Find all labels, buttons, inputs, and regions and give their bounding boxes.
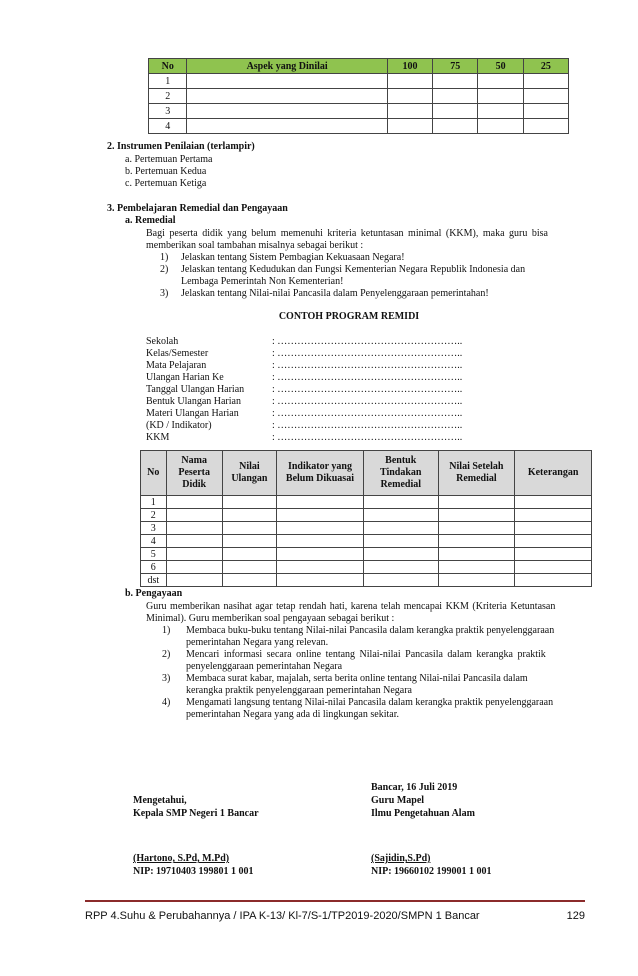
row-number: 5 xyxy=(141,548,167,561)
field-label: Sekolah xyxy=(146,336,179,347)
row-number: 1 xyxy=(149,74,187,89)
table-row xyxy=(149,104,569,119)
signature-left-line1: Mengetahui, xyxy=(133,795,187,806)
list-item: b. Pertemuan Kedua xyxy=(125,166,207,177)
list-item-number: 2) xyxy=(162,649,171,660)
header-aspek: Aspek yang Dinilai xyxy=(187,59,387,74)
list-item: Mengamati langsung tentang Nilai-nilai Pancasila dalam kerangka praktik penyelenggaraan xyxy=(186,697,554,708)
header-75: 75 xyxy=(433,59,478,74)
table-row xyxy=(141,561,592,574)
field-value: : ……………………………………………….. xyxy=(272,432,463,443)
list-item: pemerintahan Negara yang ada di lingkungan sekitar. xyxy=(186,709,399,720)
list-item: kerangka praktik penyelenggaraan pemerintahan Negara xyxy=(186,685,412,696)
page-number: 129 xyxy=(566,910,585,922)
field-label: Materi Ulangan Harian xyxy=(146,408,239,419)
footer-rule xyxy=(85,900,585,902)
list-item: Mencari informasi secara online tentang Nilai-nilai Pancasila dalam kerangka praktik xyxy=(186,649,546,660)
signature-right-line1: Guru Mapel xyxy=(371,795,425,806)
footer-text: RPP 4.Suhu & Perubahannya / IPA K-13/ Kl-7/S-1/TP2019-2020/SMPN 1 Bancar xyxy=(85,910,480,922)
table-row xyxy=(141,574,592,587)
field-label: Kelas/Semester xyxy=(146,348,209,359)
pengayaan-title: b. Pengayaan xyxy=(125,588,183,599)
list-item: Jelaskan tentang Sistem Pembagian Kekuasaan Negara! xyxy=(181,252,405,263)
header-indikator: Indikator yang Belum Dikuasai xyxy=(276,451,363,496)
header-nama: Nama Peserta Didik xyxy=(166,451,222,496)
list-item: pemerintahan Negara yang relevan. xyxy=(186,637,329,648)
field-label: KKM xyxy=(146,432,170,443)
contoh-title: CONTOH PROGRAM REMIDI xyxy=(278,311,420,322)
list-item-number: 3) xyxy=(160,288,169,299)
row-number: 2 xyxy=(141,509,167,522)
table-row xyxy=(149,89,569,104)
list-item: Lembaga Pemerintah Non Kementerian! xyxy=(181,276,344,287)
assessment-header-row xyxy=(149,59,569,74)
field-label: Bentuk Ulangan Harian xyxy=(146,396,241,407)
field-value: : ……………………………………………….. xyxy=(272,336,463,347)
list-item-number: 1) xyxy=(162,625,171,636)
row-number: 1 xyxy=(141,496,167,509)
row-number: 3 xyxy=(149,104,187,119)
remedial-title: a. Remedial xyxy=(125,215,176,226)
table-row xyxy=(141,535,592,548)
list-item-number: 1) xyxy=(160,252,169,263)
signature-left-nip: NIP: 19710403 199801 1 001 xyxy=(133,866,254,877)
header-nilai-setelah: Nilai Setelah Remedial xyxy=(438,451,515,496)
field-value: : ……………………………………………….. xyxy=(272,408,463,419)
field-label: Ulangan Harian Ke xyxy=(146,372,224,383)
page-footer xyxy=(85,910,585,922)
table-row xyxy=(141,496,592,509)
signature-left-line2: Kepala SMP Negeri 1 Bancar xyxy=(133,808,259,819)
header-no: No xyxy=(149,59,187,74)
section2-title: 2. Instrumen Penilaian (terlampir) xyxy=(107,141,255,152)
list-item-number: 2) xyxy=(160,264,169,275)
header-keterangan: Keterangan xyxy=(515,451,592,496)
list-item: Jelaskan tentang Nilai-nilai Pancasila dalam Penyelenggaraan pemerintahan! xyxy=(181,288,489,299)
table-row xyxy=(149,74,569,89)
pengayaan-paragraph-2: Minimal). Guru memberikan soal pengayaan sebagai berikut : xyxy=(146,613,395,624)
table-row xyxy=(141,509,592,522)
signature-right-line2: Ilmu Pengetahuan Alam xyxy=(371,808,475,819)
row-number: 4 xyxy=(141,535,167,548)
header-100: 100 xyxy=(387,59,432,74)
remedial-paragraph-2: memberikan soal tambahan misalnya sebagai berikut : xyxy=(146,240,364,251)
header-50: 50 xyxy=(478,59,523,74)
table-row xyxy=(141,548,592,561)
signature-left-name: (Hartono, S.Pd, M.Pd) xyxy=(133,853,230,864)
section3-title: 3. Pembelajaran Remedial dan Pengayaan xyxy=(107,203,288,214)
field-value: : ……………………………………………….. xyxy=(272,348,463,359)
row-number: 3 xyxy=(141,522,167,535)
row-number: 4 xyxy=(149,119,187,134)
list-item: Membaca buku-buku tentang Nilai-nilai Pancasila dalam kerangka praktik penyelenggaraan xyxy=(186,625,555,636)
signature-date: Bancar, 16 Juli 2019 xyxy=(371,782,458,793)
signature-right-name: (Sajidin,S.Pd) xyxy=(371,853,431,864)
header-bentuk: Bentuk Tindakan Remedial xyxy=(363,451,438,496)
pengayaan-paragraph-1: Guru memberikan nasihat agar tetap rendah hati, karena telah mencapai KKM (Kriteria Ketuntasan xyxy=(146,601,556,612)
list-item: penyelenggaraan pemerintahan Negara xyxy=(186,661,343,672)
list-item: c. Pertemuan Ketiga xyxy=(125,178,207,189)
signature-right-nip: NIP: 19660102 199001 1 001 xyxy=(371,866,492,877)
row-number: 6 xyxy=(141,561,167,574)
table-row xyxy=(149,119,569,134)
row-number: dst xyxy=(141,574,167,587)
remedial-paragraph-1: Bagi peserta didik yang belum memenuhi kriteria ketuntasan minimal (KKM), maka guru bisa xyxy=(146,228,548,239)
header-no: No xyxy=(141,451,167,496)
field-value: : ……………………………………………….. xyxy=(272,360,463,371)
field-value: : ……………………………………………….. xyxy=(272,372,463,383)
remedi-header-row xyxy=(141,451,592,496)
header-25: 25 xyxy=(523,59,568,74)
field-value: : ……………………………………………….. xyxy=(272,384,463,395)
field-label: (KD / Indikator) xyxy=(146,420,212,431)
row-number: 2 xyxy=(149,89,187,104)
field-value: : ……………………………………………….. xyxy=(272,396,463,407)
table-row xyxy=(141,522,592,535)
header-nilai: Nilai Ulangan xyxy=(222,451,276,496)
field-label: Mata Pelajaran xyxy=(146,360,207,371)
field-label: Tanggal Ulangan Harian xyxy=(146,384,245,395)
list-item: Jelaskan tentang Kedudukan dan Fungsi Kementerian Negara Republik Indonesia dan xyxy=(181,264,526,275)
remedi-table xyxy=(140,450,592,587)
field-value: : ……………………………………………….. xyxy=(272,420,463,431)
list-item-number: 3) xyxy=(162,673,171,684)
list-item: a. Pertemuan Pertama xyxy=(125,154,213,165)
list-item-number: 4) xyxy=(162,697,171,708)
assessment-table xyxy=(148,58,569,134)
list-item: Membaca surat kabar, majalah, serta berita online tentang Nilai-nilai Pancasila dalam xyxy=(186,673,528,684)
